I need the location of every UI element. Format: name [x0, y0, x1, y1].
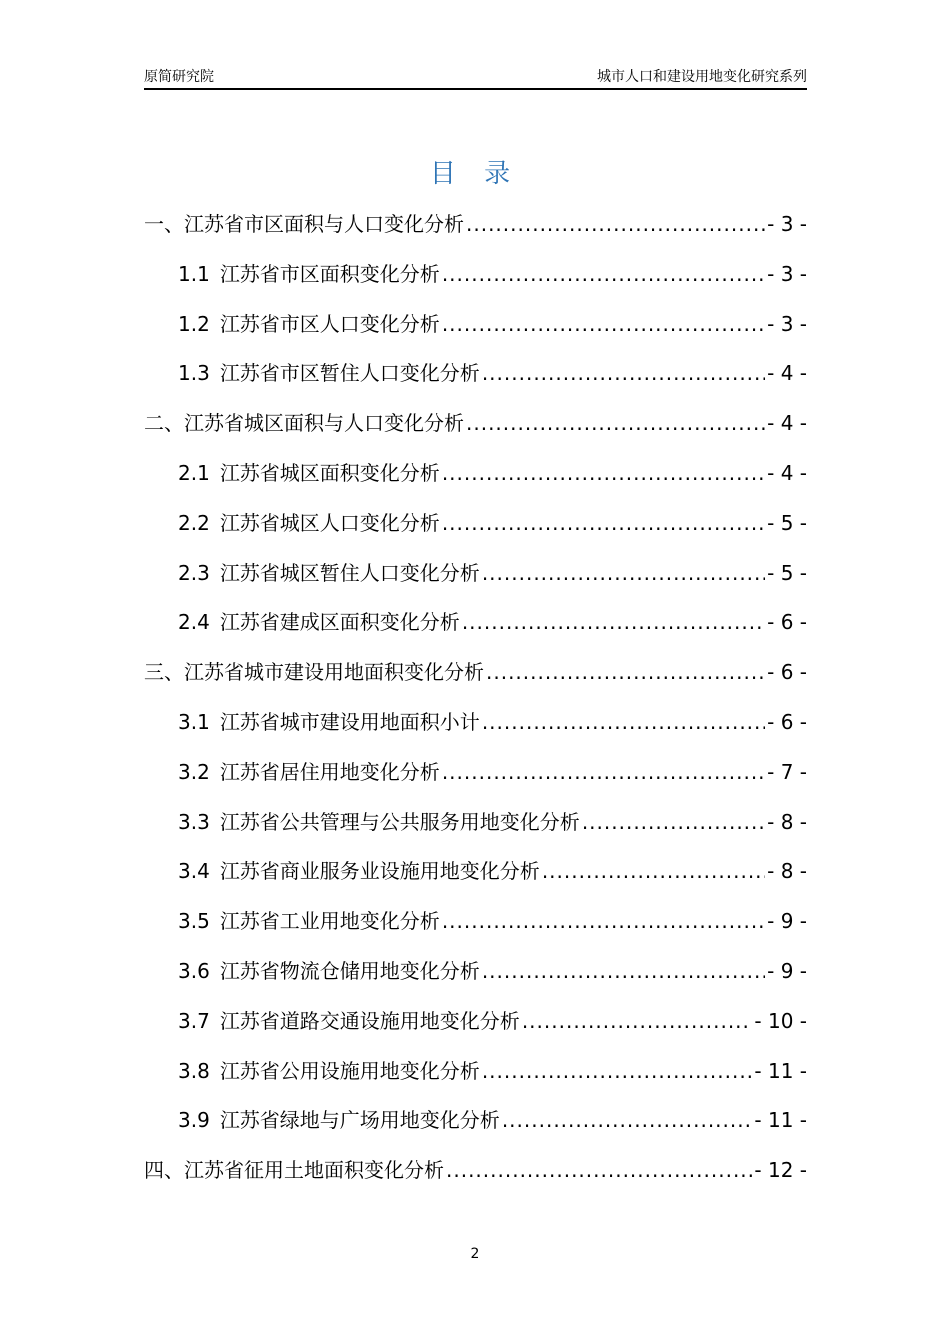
header-org: 原简研究院 — [144, 69, 214, 85]
toc-entry-number: 3.6 — [178, 958, 210, 983]
toc-entry-label: 江苏省市区人口变化分析 — [219, 311, 440, 336]
toc-entry-label: 江苏省市区暂住人口变化分析 — [219, 361, 480, 386]
toc-entry-page: - 10 - — [754, 1008, 807, 1033]
toc-entry-label: 一、江苏省市区面积与人口变化分析 — [144, 212, 464, 236]
toc-entry-page: - 3 - — [767, 311, 807, 336]
toc-entry-label: 江苏省建成区面积变化分析 — [219, 610, 460, 635]
toc-entry[interactable] — [144, 853, 807, 903]
toc-entry-page: - 6 - — [767, 709, 807, 734]
toc-leader-dots — [442, 754, 765, 790]
toc-entry[interactable] — [144, 355, 807, 405]
toc-entry-page: - 7 - — [767, 759, 807, 784]
toc-entry-page: - 5 - — [767, 560, 807, 585]
toc-leader-dots — [542, 853, 765, 889]
toc-entry[interactable] — [144, 1003, 807, 1053]
toc-entry[interactable] — [144, 256, 807, 306]
toc-entry[interactable] — [144, 555, 807, 605]
toc-entry-number: 3.3 — [178, 809, 210, 834]
toc-entry[interactable] — [144, 505, 807, 555]
toc-entry-page: - 6 - — [767, 660, 807, 685]
toc-entry[interactable] — [144, 1152, 807, 1202]
toc-entry-label: 江苏省居住用地变化分析 — [219, 759, 440, 784]
toc-entry-label: 江苏省工业用地变化分析 — [219, 909, 440, 934]
toc-entry-number: 3.8 — [178, 1058, 210, 1083]
toc-entry-label: 江苏省公用设施用地变化分析 — [219, 1058, 480, 1083]
toc-leader-dots — [442, 505, 765, 541]
toc-entry-label: 江苏省道路交通设施用地变化分析 — [219, 1008, 520, 1033]
page-header — [144, 66, 807, 90]
toc-entry-number: 3.1 — [178, 709, 210, 734]
toc-leader-dots — [582, 804, 765, 840]
toc-entry-label: 江苏省公共管理与公共服务用地变化分析 — [219, 809, 580, 834]
toc-entry[interactable] — [144, 654, 807, 704]
toc-entry-number: 3.9 — [178, 1108, 210, 1133]
toc-entry[interactable] — [144, 206, 807, 256]
toc-entry-page: - 5 - — [767, 510, 807, 535]
toc-leader-dots — [502, 1102, 753, 1138]
toc-entry-page: - 3 - — [767, 261, 807, 286]
toc-entry-number: 1.1 — [178, 261, 210, 286]
toc-leader-dots — [482, 555, 765, 591]
toc-entry-number: 2.3 — [178, 560, 210, 585]
toc-entry-label: 江苏省城区暂住人口变化分析 — [219, 560, 480, 585]
toc-entry-page: - 11 - — [754, 1058, 807, 1083]
toc-entry-page: - 8 - — [767, 809, 807, 834]
toc-leader-dots — [442, 306, 765, 342]
toc-entry[interactable] — [144, 903, 807, 953]
toc-entry[interactable] — [144, 804, 807, 854]
header-series: 城市人口和建设用地变化研究系列 — [597, 69, 807, 85]
toc-entry-number: 1.3 — [178, 361, 210, 386]
toc-leader-dots — [446, 1152, 752, 1188]
toc-entry-label: 江苏省城区人口变化分析 — [219, 510, 440, 535]
toc-entry-label: 四、江苏省征用土地面积变化分析 — [144, 1158, 444, 1183]
toc-entry-number: 2.1 — [178, 460, 210, 485]
toc-entry[interactable] — [144, 704, 807, 754]
toc-entry[interactable] — [144, 1053, 807, 1103]
toc-entry-page: - 3 - — [767, 212, 807, 236]
toc-entry[interactable] — [144, 455, 807, 505]
toc-leader-dots — [442, 256, 765, 292]
toc-entry-label: 二、江苏省城区面积与人口变化分析 — [144, 411, 464, 436]
toc-entry-label: 江苏省市区面积变化分析 — [219, 261, 440, 286]
toc-entry-number: 2.4 — [178, 610, 210, 635]
toc-entry-label: 江苏省商业服务业设施用地变化分析 — [219, 859, 540, 884]
toc-entry-label: 江苏省物流仓储用地变化分析 — [219, 958, 480, 983]
toc-entry-label: 江苏省绿地与广场用地变化分析 — [219, 1108, 500, 1133]
toc-entry-page: - 12 - — [754, 1158, 807, 1183]
toc-leader-dots — [442, 455, 765, 491]
toc-entry-number: 3.7 — [178, 1008, 210, 1033]
toc-entry-page: - 6 - — [767, 610, 807, 635]
toc-entry[interactable] — [144, 306, 807, 356]
toc-entry[interactable] — [144, 754, 807, 804]
toc-entry-number: 1.2 — [178, 311, 210, 336]
toc-title: 目 录 — [429, 159, 521, 189]
toc-entry-page: - 9 - — [767, 909, 807, 934]
toc-leader-dots — [462, 604, 765, 640]
toc-entry-number: 3.4 — [178, 859, 210, 884]
toc-entry[interactable] — [144, 1102, 807, 1152]
toc-entry-page: - 4 - — [767, 411, 807, 436]
toc-leader-dots — [482, 953, 765, 989]
toc-entry-page: - 11 - — [754, 1108, 807, 1133]
toc-entry-page: - 8 - — [767, 859, 807, 884]
toc-entry-number: 3.2 — [178, 759, 210, 784]
toc-leader-dots — [482, 355, 765, 391]
toc-entry-label: 江苏省城市建设用地面积小计 — [219, 709, 480, 734]
toc-entry[interactable] — [144, 953, 807, 1003]
toc-leader-dots — [482, 704, 765, 740]
toc-entry-number: 3.5 — [178, 909, 210, 934]
page-number: 2 — [470, 1246, 480, 1262]
toc-entry-page: - 9 - — [767, 958, 807, 983]
toc-entry-page: - 4 - — [767, 361, 807, 386]
toc-entry-page: - 4 - — [767, 460, 807, 485]
toc-leader-dots — [466, 206, 765, 242]
toc-leader-dots — [466, 405, 765, 441]
toc-entry[interactable] — [144, 604, 807, 654]
toc-entry-label: 三、江苏省城市建设用地面积变化分析 — [144, 660, 484, 685]
toc-leader-dots — [522, 1003, 753, 1039]
toc-entry[interactable] — [144, 405, 807, 455]
toc-leader-dots — [482, 1053, 753, 1089]
table-of-contents — [144, 206, 807, 1202]
toc-leader-dots — [486, 654, 765, 690]
toc-leader-dots — [442, 903, 765, 939]
toc-entry-number: 2.2 — [178, 510, 210, 535]
toc-entry-label: 江苏省城区面积变化分析 — [219, 460, 440, 485]
